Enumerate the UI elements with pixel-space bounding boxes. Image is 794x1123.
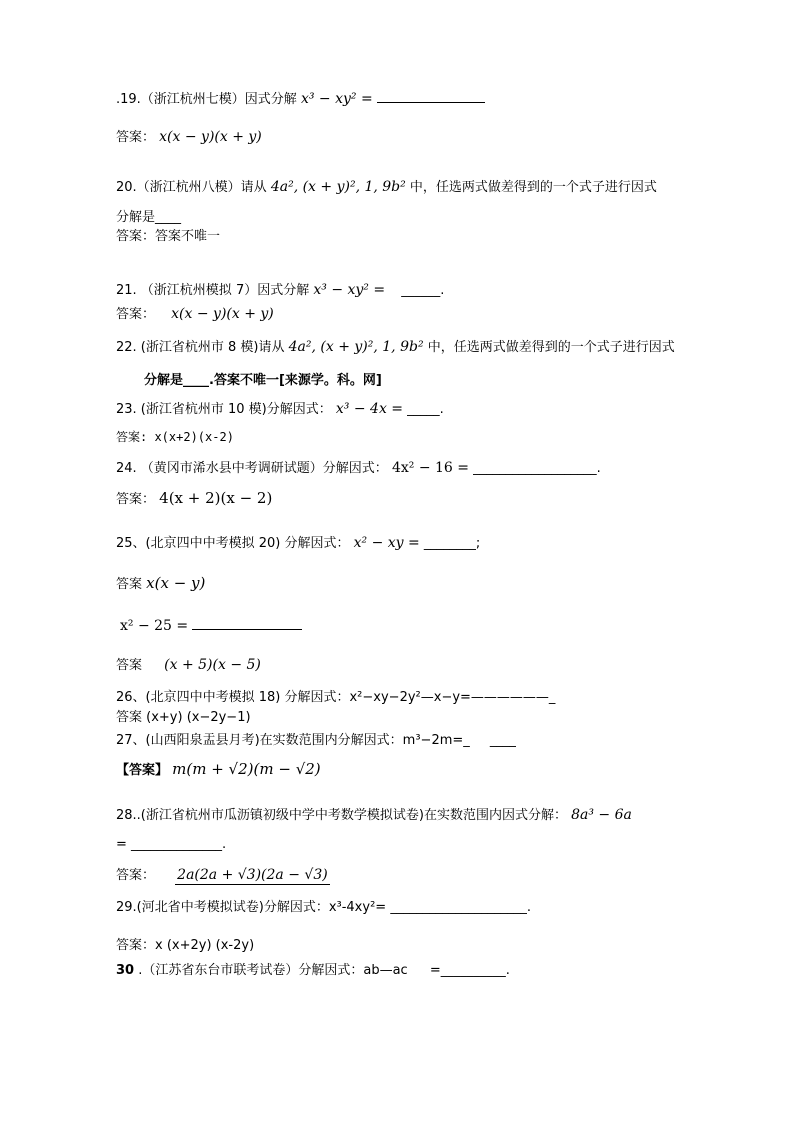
question-22 (116, 338, 675, 357)
question-30-blank: =__________. (429, 963, 510, 978)
question-20-line2: 分解是____ (116, 210, 182, 225)
question-22-expr: 4a², (x + y)², 1, 9b² (288, 339, 424, 355)
question-24-blank: ___________________. (473, 461, 601, 476)
question-23-blank: _____. (407, 402, 444, 417)
question-29-label: 29.(河北省中考模拟试卷)分解因式：x³-4xy²= (116, 900, 387, 915)
question-22-line2: 分解是____.答案不唯一[来源学。科。网] (144, 373, 382, 388)
answer-24 (116, 489, 272, 509)
answer-28 (116, 866, 330, 885)
answer-label: 答案： (116, 492, 156, 507)
question-25-expr: x² − xy = (353, 535, 420, 551)
question-24-label: 24. （黄冈市浠水县中考调研试题）分解因式： (116, 461, 388, 476)
question-30-number: 30 (116, 963, 135, 978)
question-29 (116, 899, 531, 917)
answer-blank (377, 89, 485, 103)
question-25 (116, 534, 480, 553)
question-25-sub (120, 616, 302, 636)
question-30 (116, 962, 510, 980)
question-21-blank: ______. (401, 283, 445, 298)
answer-label: 【答案】 (116, 763, 169, 778)
question-27-blank: ____ (489, 733, 516, 748)
question-20 (116, 178, 657, 197)
answer-expr: x(x − y) (146, 574, 206, 592)
question-23-expr: x³ − 4x = (335, 401, 404, 417)
question-28 (116, 806, 632, 825)
question-25-label: 25、(北京四中中考模拟 20) 分解因式： (116, 536, 350, 551)
answer-27 (116, 760, 321, 780)
answer-expr: (x + 5)(x − 5) (164, 657, 261, 673)
answer-label: 答案： (116, 307, 156, 322)
question-22-rest: 中，任选两式做差得到的一个式子进行因式 (427, 340, 675, 355)
question-19 (116, 89, 485, 109)
answer-label: 答案 (116, 577, 143, 592)
question-19-expr: x³ − xy² = (300, 91, 373, 107)
question-29-blank: _____________________. (390, 900, 531, 915)
question-24-expr: 4x² − 16 = (391, 460, 469, 476)
question-23-label: 23. (浙江省杭州市 10 模)分解因式： (116, 402, 332, 417)
answer-19 (116, 128, 262, 147)
answer-blank (192, 616, 302, 630)
answer-21 (116, 305, 274, 324)
question-20-rest: 中，任选两式做差得到的一个式子进行因式 (409, 180, 657, 195)
question-19-label: .19.（浙江杭州七模）因式分解 (116, 92, 297, 107)
question-30-label: .（江苏省东台市联考试卷）分解因式：ab—ac (138, 963, 408, 978)
answer-29: 答案：x (x+2y) (x-2y) (116, 938, 255, 953)
answer-expr: x(x − y)(x + y) (171, 306, 274, 322)
question-28-expr: 8a³ − 6a (571, 807, 632, 823)
answer-expr: m(m + √2)(m − √2) (172, 760, 321, 778)
answer-25-sub (116, 656, 261, 675)
question-21-expr: x³ − xy² = (313, 282, 386, 298)
answer-25 (116, 574, 205, 594)
answer-20: 答案：答案不唯一 (116, 229, 221, 244)
question-21 (116, 281, 444, 300)
question-27-label: 27、(山西阳泉盂县月考)在实数范围内分解因式：m³−2m=_ (116, 733, 470, 748)
question-22-label: 22. (浙江省杭州市 8 模)请从 (116, 340, 285, 355)
question-26: 26、(北京四中中考模拟 18) 分解因式：x²−xy−2y²—x−y=——————_ (116, 690, 556, 705)
answer-expr: x(x − y)(x + y) (159, 129, 262, 145)
answer-label: 答案： (116, 130, 156, 145)
question-20-label: 20.（浙江杭州八模）请从 (116, 180, 267, 195)
question-20-expr: 4a², (x + y)², 1, 9b² (270, 179, 406, 195)
answer-label: 答案 (116, 658, 143, 673)
answer-expr: 2a(2a + √3)(2a − √3) (177, 867, 328, 883)
question-27 (116, 732, 516, 750)
question-21-label: 21. （浙江杭州模拟 7）因式分解 (116, 283, 310, 298)
question-23 (116, 400, 444, 419)
question-25-sub-expr: x² − 25 = (120, 618, 189, 634)
answer-expr: 4(x + 2)(x − 2) (159, 489, 273, 507)
question-28-label: 28..(浙江省杭州市瓜沥镇初级中学中考数学模拟试卷)在实数范围内因式分解： (116, 808, 567, 823)
answer-23: 答案: x(x+2)(x-2) (116, 430, 234, 444)
question-28-line2: = ______________. (116, 837, 227, 852)
answer-label: 答案： (116, 868, 156, 883)
question-25-blank: ________; (423, 536, 481, 551)
question-24 (116, 459, 601, 478)
answer-26: 答案 (x+y) (x−2y−1) (116, 710, 251, 725)
